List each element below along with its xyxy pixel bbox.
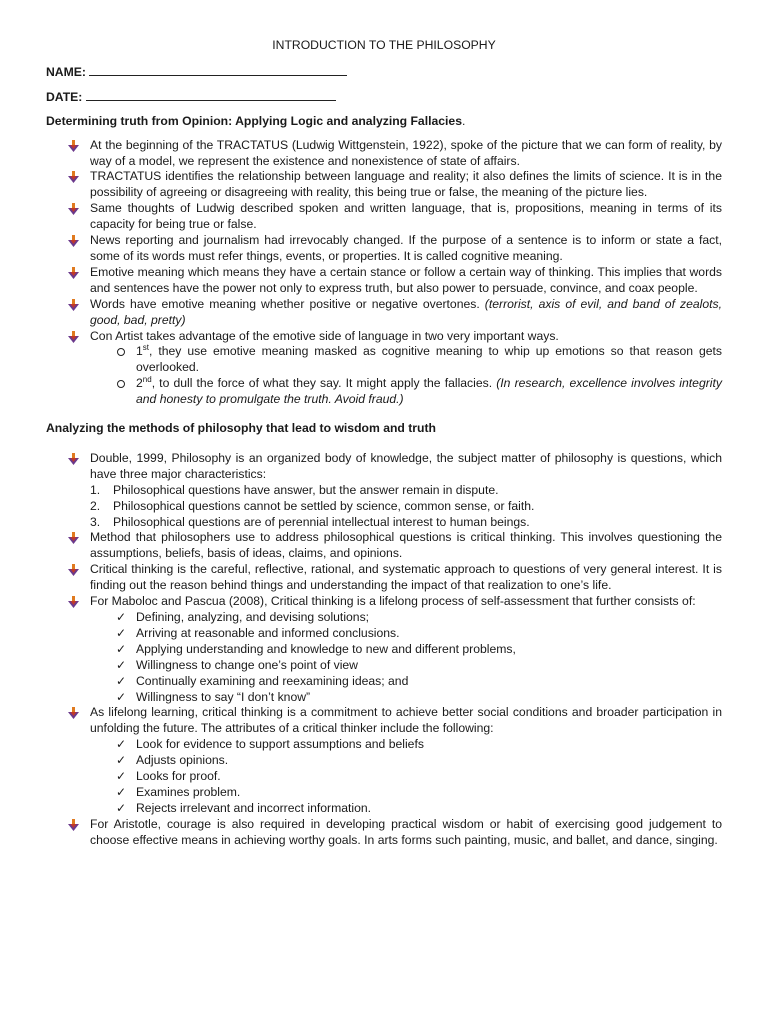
list-item: Words have emotive meaning whether positive or negative overtones. (terrorist, axis of evil, and band of zealots, good, bad, pretty) [46,297,722,329]
list-item: Emotive meaning which means they have a certain stance or follow a certain way of thinking. This implies that words and sentences have the power not only to express truth, but also power to persuade, convince, and coax people. [46,265,722,297]
section1-heading: Determining truth from Opinion: Applying Logic and analyzing Fallacies. [46,113,466,128]
section2-heading: Analyzing the methods of philosophy that lead to wisdom and truth [46,421,436,436]
checkmark-icon: ✓ [116,737,127,752]
sub-list-item: 1st, they use emotive meaning masked as cognitive meaning to whip up emotions so that reason gets overlooked. [46,344,722,376]
list-item: Same thoughts of Ludwig described spoken and written language, that is, propositions, meaning in terms of its capacity for being true or false. [46,201,722,233]
name-label: NAME: [46,64,86,79]
arrow-down-bullet-icon [68,171,79,183]
checkmark-icon: ✓ [116,769,127,784]
numbered-item: 1. Philosophical questions have answer, but the answer remain in dispute. [90,482,499,497]
check-item: ✓ Willingness to say “I don’t know” [116,689,311,704]
check-item: ✓ Defining, analyzing, and devising solutions; [116,610,370,624]
date-field[interactable] [46,89,722,106]
list-item: Double, 1999, Philosophy is an organized body of knowledge, the subject matter of philosophy is questions, which have three major characteristics: 1. Philosophical questions have answer, but the answer remain in dispute. 2. Philosophical questions cannot be settled by science, common sense, or faith. 3. Philosophical questions are of perennial intellectual interest to human beings. [46,451,722,531]
numbered-list [90,483,722,531]
numbered-item: 3. Philosophical questions are of perennial intellectual interest to human beings. [90,514,530,529]
list-item: News reporting and journalism had irrevocably changed. If the purpose of a sentence is to inform or state a fact, some of its words must refer things, events, or properties. It is called cognitive meaning. [46,233,722,265]
checkmark-icon: ✓ [116,610,127,624]
checkmark-icon: ✓ [116,800,127,815]
list-item: Critical thinking is the careful, reflective, rational, and systematic approach to questions of very general interest. It is finding out the reason behind things and understanding the impact of that realization to one’s life. [46,562,722,594]
check-item: ✓ Looks for proof. [116,769,221,784]
check-item: ✓ Rejects irrelevant and incorrect information. [116,800,372,815]
page-title: INTRODUCTION TO THE PHILOSOPHY [272,38,496,52]
check-item: ✓ Adjusts opinions. [116,753,229,768]
check-item: ✓ Examines problem. [116,784,241,799]
name-field[interactable] [46,64,722,81]
arrow-down-bullet-icon [68,331,79,343]
arrow-down-bullet-icon [68,267,79,279]
arrow-down-bullet-icon [68,203,79,215]
checkmark-icon: ✓ [116,689,127,704]
check-item: ✓ Willingness to change one’s point of view [116,657,358,672]
arrow-down-bullet-icon [68,453,79,465]
hollow-circle-icon [117,380,125,388]
check-list-attributes [46,737,722,817]
list-item: At the beginning of the TRACTATUS (Ludwig Wittgenstein, 1922), spoke of the picture that we can form of reality, by way of a model, we represent the existence and nonexistence of state of affairs. [46,138,722,170]
check-item: ✓ Arriving at reasonable and informed conclusions. [116,625,400,640]
check-list-process [46,610,722,705]
section2-list [46,451,722,849]
list-item: For Maboloc and Pascua (2008), Critical thinking is a lifelong process of self-assessment that further consists of: ✓ Defining, analyzing, and devising solutions; ✓ Arriving at reasonable and informed conclusions. ✓ Applying understanding and knowledge to new and different problems, ✓ Willingness to change one’s point of view ✓ Continually examining and reexamining ideas; and ✓ Willingness to say “I don’t know” [46,594,722,705]
numbered-item: 2. Philosophical questions cannot be settled by science, common sense, or faith. [90,498,535,513]
checkmark-icon: ✓ [116,673,127,688]
checkmark-icon: ✓ [116,641,127,656]
hollow-circle-icon [117,348,125,356]
arrow-down-bullet-icon [68,140,79,152]
check-item: ✓ Look for evidence to support assumptions and beliefs [116,737,424,752]
section1-list [46,138,722,408]
arrow-down-bullet-icon [68,707,79,719]
list-item: As lifelong learning, critical thinking is a commitment to achieve better social conditions and broader participation in unfolding the future. The attributes of a critical thinker include the following: ✓ Look for evidence to support assumptions and beliefs ✓ Adjusts opinions. ✓ Looks for proof. ✓ Examines problem. ✓ Rejects irrelevant and incorrect information. [46,705,722,816]
arrow-down-bullet-icon [68,299,79,311]
date-label: DATE: [46,89,83,104]
sub-list [46,344,722,408]
sub-list-item: 2nd, to dull the force of what they say. It might apply the fallacies. (In research, excellence involves integrity and honesty to promulgate the truth. Avoid fraud.) [46,376,722,408]
arrow-down-bullet-icon [68,564,79,576]
checkmark-icon: ✓ [116,753,127,768]
list-item: Con Artist takes advantage of the emotive side of language in two very important ways. 1st, they use emotive meaning masked as cognitive meaning to whip up emotions so that reason gets overlooked. 2nd, to dull the force of what they say. It might apply the fallacies. (In research, excellence involves integrity and honesty to promulgate the truth. Avoid fraud.) [46,329,722,409]
list-item: Method that philosophers use to address philosophical questions is critical thinking. This involves questioning the assumptions, beliefs, basis of ideas, claims, and opinions. [46,530,722,562]
list-item: TRACTATUS identifies the relationship between language and reality; it also defines the limits of science. It is in the possibility of agreeing or disagreeing with reality, this being true or false, the meaning of the picture lies. [46,169,722,201]
checkmark-icon: ✓ [116,784,127,799]
arrow-down-bullet-icon [68,532,79,544]
arrow-down-bullet-icon [68,596,79,608]
checkmark-icon: ✓ [116,657,127,672]
check-item: ✓ Applying understanding and knowledge to new and different problems, [116,641,516,656]
check-item: ✓ Continually examining and reexamining ideas; and [116,673,409,688]
checkmark-icon: ✓ [116,625,127,640]
name-blank-line[interactable] [89,64,347,76]
arrow-down-bullet-icon [68,235,79,247]
arrow-down-bullet-icon [68,819,79,831]
date-blank-line[interactable] [86,89,336,101]
list-item: For Aristotle, courage is also required in developing practical wisdom or habit of exercising good judgement to choose effective means in achieving worthy goals. In arts forms such painting, music, and ballet, and dance, singing. [46,817,722,849]
